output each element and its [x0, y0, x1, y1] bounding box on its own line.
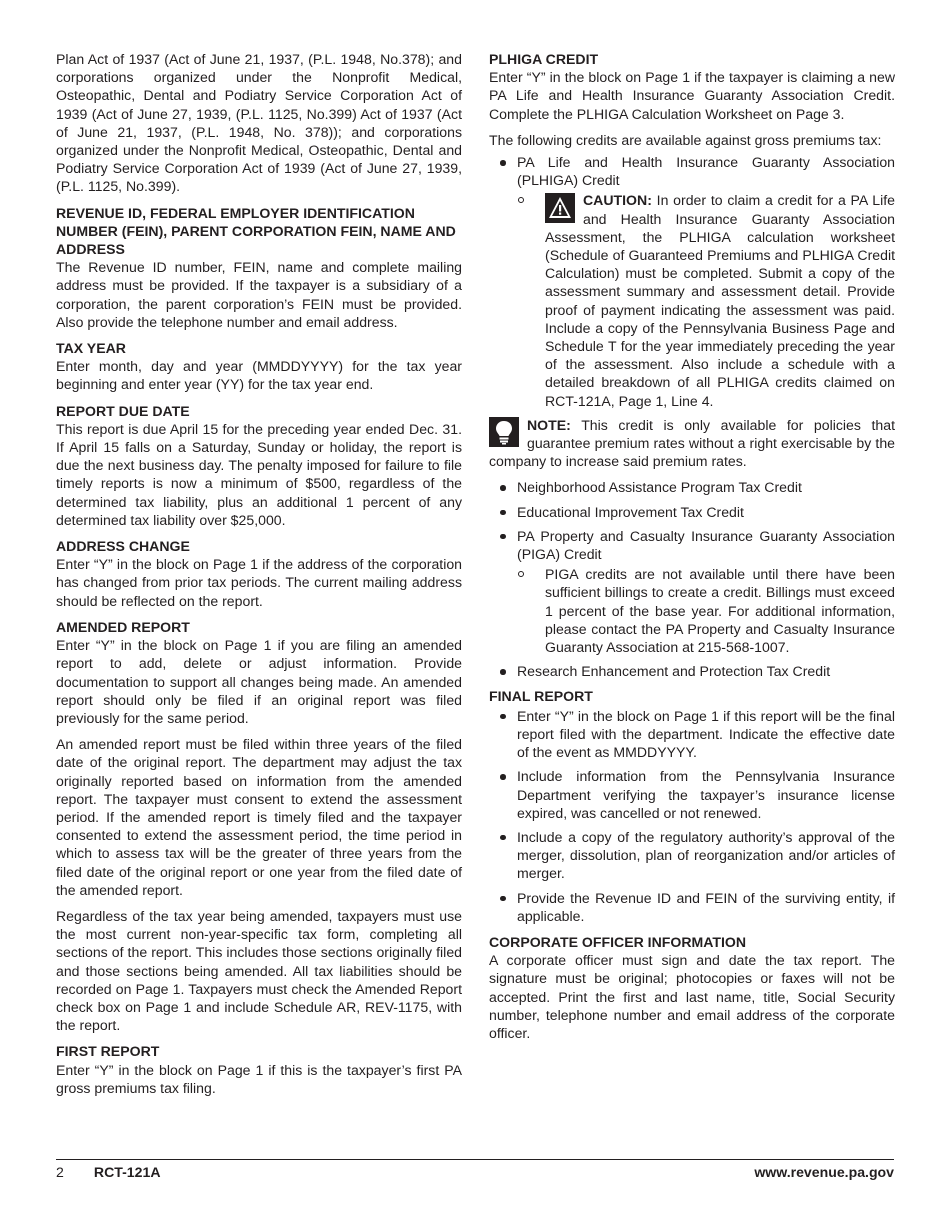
section-heading: REPORT DUE DATE: [56, 402, 190, 419]
section-heading: CORPORATE OFFICER INFORMATION: [489, 933, 747, 950]
section-body: Enter “Y” in the block on Page 1 if you are filing an amended report to add, delete or adjust information. Provide documentation to support all changes being made. An amended report should only be filed if an original report was filed previously for the same period.: [56, 637, 462, 726]
section-heading: FIRST REPORT: [56, 1043, 160, 1060]
form-number: RCT-121A: [93, 1164, 161, 1180]
section-body: Enter “Y” in the block on Page 1 if this is the taxpayer’s first PA gross premiums tax filing.: [56, 1061, 462, 1096]
revenue-id-section: [56, 204, 462, 331]
left-column: [56, 50, 462, 1105]
credits-intro: The following credits are available against gross premiums tax:: [489, 131, 882, 148]
section-body: This report is due April 15 for the preceding year ended Dec. 31. If April 15 falls on a Saturday, Sunday or holiday, the report is due the next business day. The penalty imposed for failure to file timely reports is now a minimum of $500, regardless of the determined tax liability, plus an additional 1 percent of any determined tax liability over $25,000.: [56, 420, 462, 528]
section-heading: AMENDED REPORT: [56, 618, 190, 635]
lightbulb-icon: [489, 417, 519, 451]
corporate-officer-section: [489, 933, 895, 1042]
caution-item: [517, 191, 895, 409]
list-item: Include information from the Pennsylvania Insurance Department verifying the taxpayer’s insurance license expired, was cancelled or not renewed.: [489, 767, 895, 822]
piga-sub-item: PIGA credits are not available until there have been sufficient billings to create a credit. Billings must exceed 1 percent of the base year. For additional information, please contact the PA Property and Casualty Insurance Guaranty Association at 215-568-1007.: [517, 565, 895, 656]
address-change-section: [56, 537, 462, 610]
list-item: [489, 153, 895, 410]
list-item: [489, 527, 895, 656]
credit-plhiga: PA Life and Health Insurance Guaranty Association (PLHIGA) Credit: [517, 154, 895, 189]
section-heading: PLHIGA CREDIT: [489, 51, 599, 67]
note-text: This credit is only available for policies that guarantee premium rates without a right exercisable by the company to increase said premium rates.: [489, 416, 895, 470]
credit-nap: Neighborhood Assistance Program Tax Credit: [517, 479, 802, 496]
caution-label: CAUTION:: [583, 192, 652, 209]
list-item: Include a copy of the regulatory authority’s approval of the merger, dissolution, plan of reorganization and/or articles of merger.: [489, 828, 895, 883]
caution-text: In order to claim a credit for a PA Life and Health Insurance Guaranty Association Assessment, the PLHIGA calculation worksheet (Schedule of Guaranteed Premiums and PLHIGA Credit Calculation) must be completed. Submit a copy of the assessment summary and assessment detail. Provide proof of payment indicating the assessment was paid. Include a copy of the Pennsylvania Business Page and Schedule T for the year immediately preceding the year of the assessment. Also include a schedule with a detailed breakdown of all PLHIGA credits claimed on RCT-121A, Page 1, Line 4.: [545, 192, 896, 409]
tax-year-section: [56, 339, 462, 394]
list-item: [489, 478, 895, 496]
due-date-section: [56, 402, 462, 529]
section-body: An amended report must be filed within three years of the filed date of the original report. The department may adjust the tax originally reported based on information from the amended report. The taxpayer must consent to extend the assessment period. If the amended report is timely filed and the taxpayer consented to extend the assessment period, the time period in which to assess tax will be the greater of three years from the filed date of the original report or one year from the filed date of the amended report.: [56, 736, 462, 898]
piga-sublist: [517, 565, 895, 656]
plhiga-credit-section: [489, 50, 895, 123]
page-number: 2: [56, 1164, 64, 1180]
section-heading: FINAL REPORT: [489, 687, 593, 704]
section-body: Enter month, day and year (MMDDYYYY) for the tax year beginning and enter year (YY) for the tax year end.: [56, 358, 462, 393]
list-item: Enter “Y” in the block on Page 1 if this report will be the final report filed with the department. Indicate the effective date of the event as MMDDYYYY.: [489, 707, 895, 762]
credits-list-continued: [489, 478, 895, 680]
list-item: [489, 662, 895, 680]
section-heading: REVENUE ID, FEDERAL EMPLOYER IDENTIFICATION NUMBER (FEIN), PARENT CORPORATION FEIN, NAME AND ADDRESS: [56, 204, 456, 258]
section-heading: ADDRESS CHANGE: [56, 538, 190, 555]
section-body: Enter “Y” in the block on Page 1 if the taxpayer is claiming a new PA Life and Health Insurance Guaranty Association Credit. Complete the PLHIGA Calculation Worksheet on Page 3.: [489, 69, 895, 122]
amended-report-section: [56, 618, 462, 1034]
list-item: Provide the Revenue ID and FEIN of the surviving entity, if applicable.: [489, 889, 895, 925]
page-footer: [56, 1159, 894, 1181]
note-block: [489, 416, 895, 471]
credit-rep: Research Enhancement and Protection Tax Credit: [517, 663, 831, 680]
list-item: [489, 503, 895, 521]
right-column: [489, 50, 895, 1050]
section-heading: TAX YEAR: [56, 340, 126, 357]
credit-piga: PA Property and Casualty Insurance Guaranty Association (PIGA) Credit: [517, 527, 895, 563]
first-report-section: [56, 1042, 462, 1097]
section-body: A corporate officer must sign and date the tax report. The signature must be original; photocopies or faxes will not be accepted. Print the first and last name, title, Social Security number, telephone number and email address of the corporate officer.: [489, 952, 895, 1041]
credits-list: [489, 153, 895, 410]
intro-paragraph: Plan Act of 1937 (Act of June 21, 1937, (P.L. 1948, No.378); and corporations organized under the Nonprofit Medical, Osteopathic, Dental and Podiatry Service Corporation Act of 1939 (Act of June 27, 1939, (P.L. 1125, No.399) Act of 1937 (Act of June 21, 1937, (P.L. 1948, No. 378)); and corporations organized under the Nonprofit Medical, Osteopathic, Dental and Podiatry Service Corporation Act of 1939 (Act of June 27, 1939, (P.L. 1125, No.399).: [56, 51, 462, 195]
credit-eitc: Educational Improvement Tax Credit: [517, 503, 744, 520]
caution-sublist: [517, 191, 895, 409]
final-report-list: [489, 707, 895, 925]
section-body: The Revenue ID number, FEIN, name and complete mailing address must be provided. If the taxpayer is a subsidiary of a corporation, the parent corporation’s FEIN must be provided. Also provide the telephone number and email address.: [56, 259, 462, 330]
final-report-section: [489, 687, 895, 925]
section-body: Regardless of the tax year being amended, taxpayers must use the most current non-year-specific tax form, completing all sections of the report. This includes those sections originally filed and those sections being amended. All tax liabilities should be recorded on Page 1. Taxpayers must check the Amended Report check box on Page 1 and include Schedule AR, REV-1175, with the report.: [56, 907, 462, 1034]
website-link[interactable]: www.revenue.pa.gov: [754, 1164, 894, 1180]
note-label: NOTE:: [527, 416, 571, 433]
caution-icon: [545, 193, 575, 227]
section-body: Enter “Y” in the block on Page 1 if the address of the corporation has changed from prior tax periods. The current mailing address should be reflected on the report.: [56, 556, 462, 609]
